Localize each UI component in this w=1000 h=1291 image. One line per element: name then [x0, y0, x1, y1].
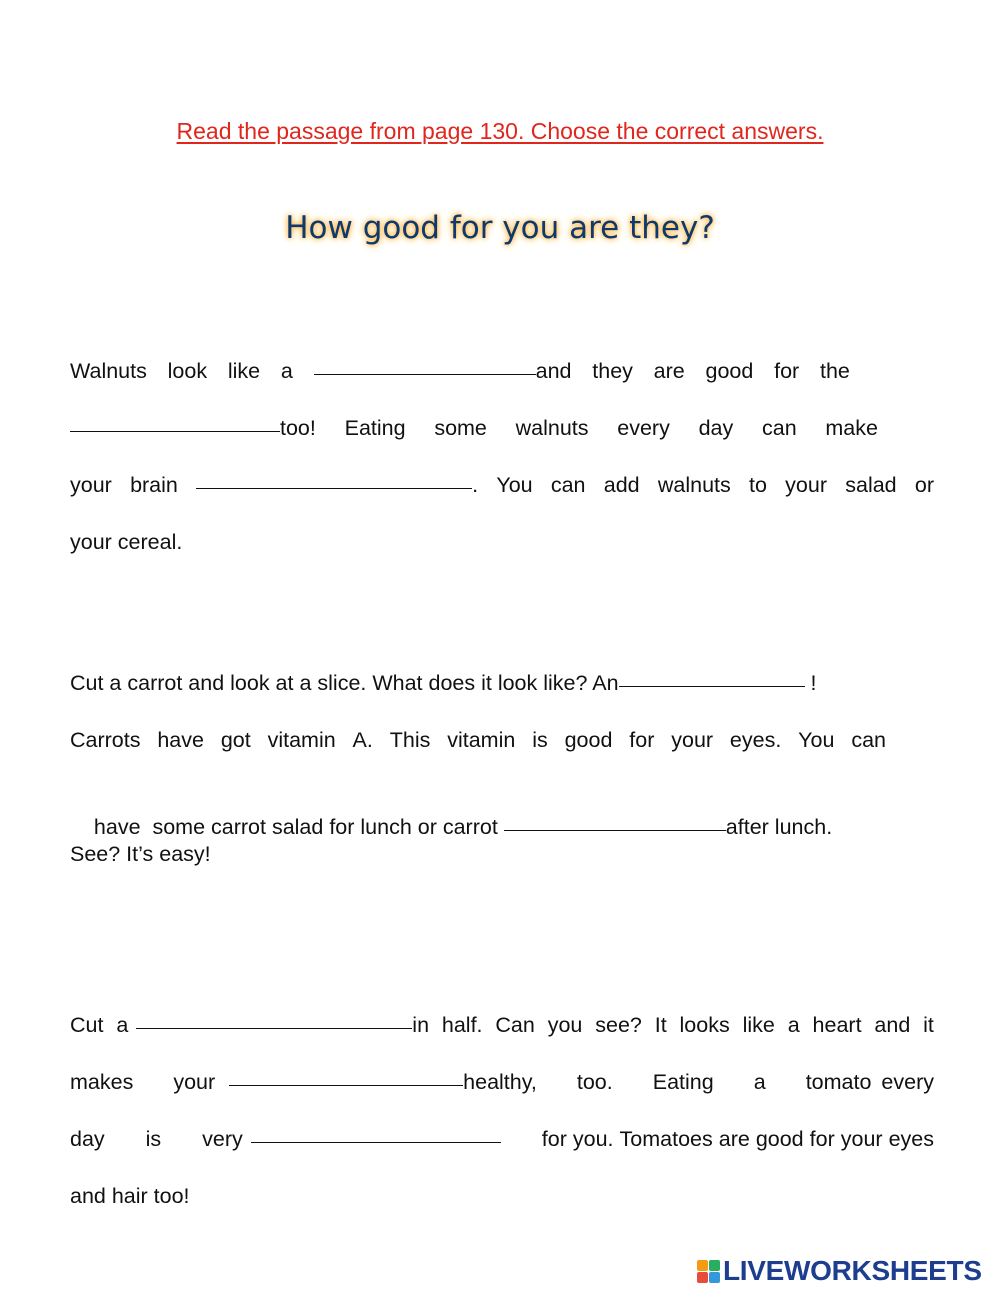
word: Cut — [70, 1013, 104, 1037]
logo-blocks-icon — [697, 1260, 720, 1283]
word: salad — [845, 473, 897, 497]
passage-line — [70, 1010, 934, 1040]
word: can — [550, 473, 586, 497]
word: for — [774, 359, 800, 383]
answer-blank-5[interactable] — [504, 812, 726, 831]
word: Tomatoes — [619, 1127, 713, 1151]
passage-line — [70, 725, 886, 755]
word: your — [785, 473, 827, 497]
word: day — [698, 416, 734, 440]
word: like — [742, 1013, 775, 1037]
word: or — [914, 473, 934, 497]
blank-group — [116, 1010, 429, 1040]
word: too. — [576, 1070, 613, 1094]
word: A. — [352, 728, 373, 752]
sentence-text: Cut a carrot and look at a slice. What does it look like? An — [70, 671, 619, 695]
passage-line: and hair too! — [70, 1184, 190, 1208]
word: vitamin — [447, 728, 516, 752]
answer-input-4[interactable] — [619, 675, 805, 693]
word: make — [825, 416, 878, 440]
word: brain — [130, 473, 178, 497]
answer-blank-2[interactable] — [70, 413, 280, 432]
word: your — [173, 1070, 216, 1094]
answer-input-6[interactable] — [136, 1017, 412, 1035]
sentence-text: have some carrot salad for lunch or carrot — [93, 815, 504, 839]
word: day — [70, 1127, 105, 1151]
word: It — [654, 1013, 667, 1037]
word: in — [412, 1013, 430, 1037]
word: a — [753, 1070, 766, 1094]
word: can — [851, 728, 886, 752]
word: some — [434, 416, 487, 440]
passage-line — [70, 413, 878, 443]
word: see? — [595, 1013, 642, 1037]
sentence-text: after lunch. — [725, 815, 833, 839]
blank-group — [196, 470, 478, 500]
word: every — [617, 416, 670, 440]
word: You — [496, 473, 533, 497]
word: . — [472, 473, 479, 497]
word: good — [755, 1127, 804, 1151]
word: a — [116, 1013, 129, 1037]
passage-line: your cereal. — [70, 530, 183, 554]
answer-input-2[interactable] — [70, 420, 280, 438]
word: good — [705, 359, 754, 383]
word: very — [202, 1127, 243, 1151]
instruction-text: Read the passage from page 130. Choose the correct answers. — [176, 118, 824, 144]
passage-line — [70, 470, 934, 500]
blank-group — [806, 1067, 934, 1097]
liveworksheets-logo — [697, 1255, 982, 1287]
word: good — [564, 728, 613, 752]
passage-line — [70, 1067, 934, 1097]
answer-input-5[interactable] — [504, 819, 726, 837]
word: is — [145, 1127, 162, 1151]
word: can — [761, 416, 797, 440]
word: eyes. — [729, 728, 782, 752]
word: like — [227, 359, 261, 383]
word: Can — [495, 1013, 535, 1037]
blank-group — [314, 356, 572, 386]
word: Carrots — [70, 728, 141, 752]
word: they — [592, 359, 633, 383]
blank-group — [202, 1124, 501, 1154]
word: vitamin — [267, 728, 336, 752]
sentence-text: ! — [804, 671, 817, 695]
word: every — [881, 1070, 934, 1094]
word: This — [389, 728, 431, 752]
word: tomato — [805, 1070, 872, 1094]
word: your — [671, 728, 714, 752]
logo-text: LIVEWORKSHEETS — [723, 1255, 982, 1286]
word: look — [167, 359, 208, 383]
blank-group — [173, 1067, 537, 1097]
word: are — [718, 1127, 750, 1151]
answer-blank-1[interactable] — [314, 356, 536, 375]
word: too! — [280, 416, 316, 440]
word: and — [874, 1013, 911, 1037]
word: makes — [70, 1070, 134, 1094]
word: for — [809, 1127, 835, 1151]
word: half. — [441, 1013, 483, 1037]
word: for — [629, 728, 655, 752]
word: You — [798, 728, 835, 752]
word: you. — [572, 1127, 614, 1151]
word: the — [819, 359, 850, 383]
answer-input-7[interactable] — [229, 1074, 463, 1092]
word: your — [70, 473, 112, 497]
passage-line — [70, 356, 850, 386]
answer-blank-8[interactable] — [251, 1124, 501, 1143]
word: looks — [679, 1013, 730, 1037]
word: and — [535, 359, 572, 383]
word: add — [603, 473, 640, 497]
answer-blank-7[interactable] — [229, 1067, 463, 1086]
word: eyes — [888, 1127, 934, 1151]
word: got — [220, 728, 251, 752]
word: walnuts — [515, 416, 589, 440]
word: healthy, — [463, 1070, 537, 1094]
word: are — [653, 359, 685, 383]
answer-blank-4[interactable] — [619, 668, 805, 687]
word: to — [749, 473, 767, 497]
word: your — [840, 1127, 883, 1151]
word: a — [280, 359, 293, 383]
page-title: How good for you are they? — [285, 210, 715, 246]
answer-blank-6[interactable] — [136, 1010, 412, 1029]
word: have — [157, 728, 204, 752]
answer-input-1[interactable] — [314, 363, 536, 381]
word: it — [923, 1013, 934, 1037]
answer-blank-3[interactable] — [196, 470, 472, 489]
word: Walnuts — [70, 359, 147, 383]
answer-input-8[interactable] — [251, 1131, 501, 1149]
passage-line: See? It’s easy! — [70, 842, 211, 866]
word: you — [547, 1013, 583, 1037]
passage-line — [70, 668, 934, 698]
blank-group — [542, 1124, 934, 1154]
answer-input-3[interactable] — [196, 477, 472, 495]
passage-line — [70, 1124, 934, 1154]
word: Eating — [652, 1070, 714, 1094]
word: is — [532, 728, 548, 752]
word: Eating — [344, 416, 406, 440]
word: a — [787, 1013, 800, 1037]
blank-group — [70, 413, 316, 443]
word: for — [541, 1127, 567, 1151]
word: heart — [812, 1013, 862, 1037]
word: walnuts — [657, 473, 731, 497]
